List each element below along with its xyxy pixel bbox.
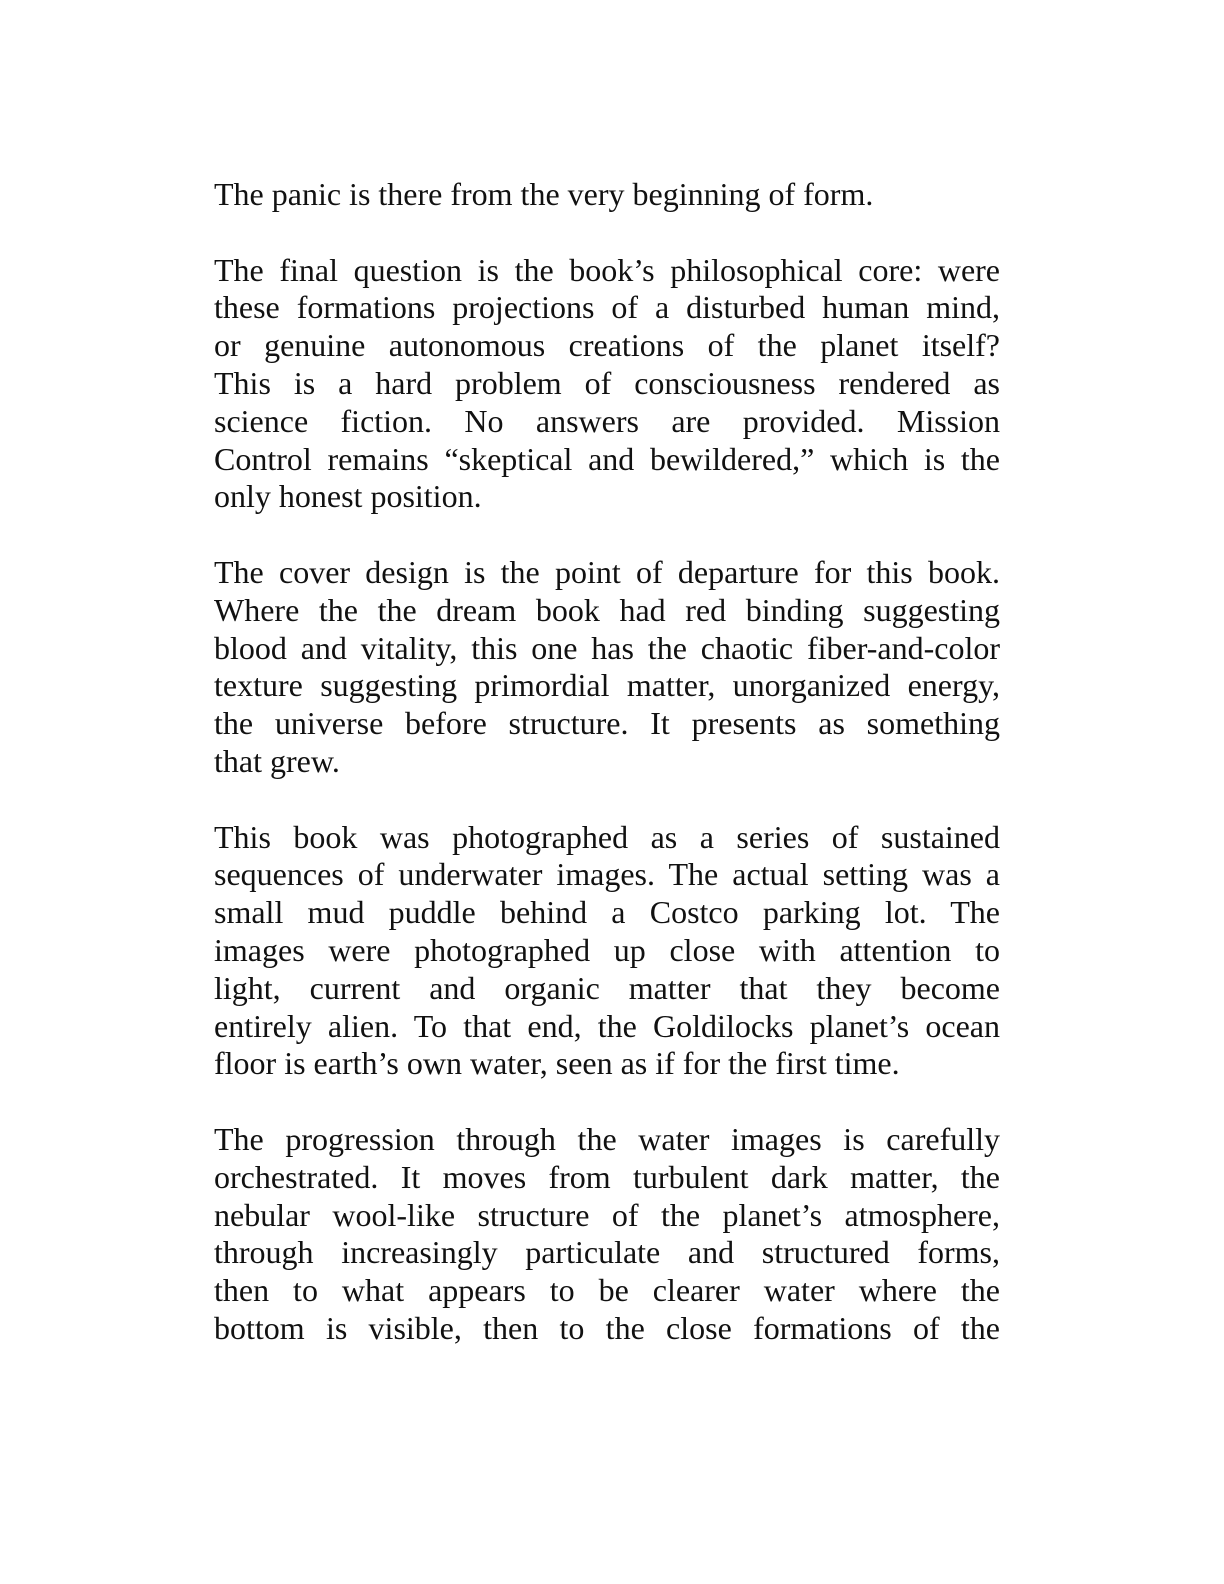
document-body <box>214 176 1000 1386</box>
paragraph-progression <box>214 1121 1000 1348</box>
paragraph-cover-design <box>214 554 1000 781</box>
paragraph-final-question <box>214 252 1000 517</box>
text-line: texture suggesting primordial matter, unorganized energy, <box>214 667 1000 704</box>
text-line: light, current and organic matter that they become <box>214 969 1000 1006</box>
text-line: Where the the dream book had red binding suggesting <box>214 591 1000 628</box>
text-line: This is a hard problem of consciousness rendered as <box>214 364 1000 401</box>
paragraph-photographed <box>214 819 1000 1084</box>
paragraph-panic <box>214 176 1000 214</box>
text-line: nebular wool-like structure of the planet’s atmosphere, <box>214 1196 1000 1233</box>
text-line: small mud puddle behind a Costco parking lot. The <box>214 894 1000 931</box>
text-line: that grew. <box>214 742 340 779</box>
text-line: blood and vitality, this one has the chaotic fiber-and-color <box>214 629 1000 666</box>
text-line: The progression through the water images is carefully <box>214 1120 1000 1157</box>
text-line: The final question is the book’s philosophical core: were <box>214 251 1000 288</box>
text-line: through increasingly particulate and structured forms, <box>214 1234 1000 1271</box>
text-line: The panic is there from the very beginning of form. <box>214 176 874 212</box>
text-line: these formations projections of a disturbed human mind, <box>214 289 1000 326</box>
text-line: the universe before structure. It presents as something <box>214 705 1000 742</box>
text-line: orchestrated. It moves from turbulent dark matter, the <box>214 1158 1000 1195</box>
text-line: bottom is visible, then to the close formations of the <box>214 1309 1000 1346</box>
text-line: then to what appears to be clearer water where the <box>214 1272 1000 1309</box>
text-line: floor is earth’s own water, seen as if for the first time. <box>214 1045 900 1082</box>
text-line: only honest position. <box>214 478 482 515</box>
text-line: Control remains “skeptical and bewildered,” which is the <box>214 440 1000 477</box>
text-line: This book was photographed as a series of sustained <box>214 818 1000 855</box>
text-line: images were photographed up close with attention to <box>214 931 1000 968</box>
text-line: or genuine autonomous creations of the planet itself? <box>214 327 1000 364</box>
text-line: The cover design is the point of departure for this book. <box>214 553 1000 590</box>
text-line: entirely alien. To that end, the Goldilocks planet’s ocean <box>214 1007 1000 1044</box>
text-line: science fiction. No answers are provided. Mission <box>214 402 1000 439</box>
text-line: sequences of underwater images. The actual setting was a <box>214 856 1000 893</box>
